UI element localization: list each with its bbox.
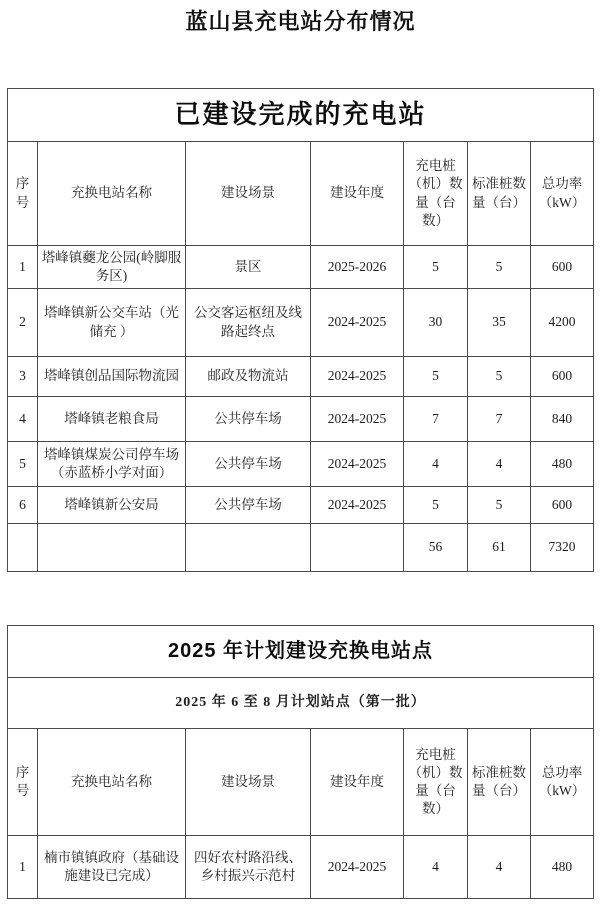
power-cell: 600	[531, 357, 594, 397]
table-row	[8, 289, 594, 357]
index-cell: 1	[8, 836, 38, 899]
station-name-cell: 塔峰镇老粮食局	[38, 397, 186, 442]
charger-count-cell: 5	[404, 246, 468, 289]
column-header-standard-pile-count: 标准桩数量（台）	[468, 142, 531, 246]
table-row	[8, 397, 594, 442]
scene-cell: 景区	[186, 246, 311, 289]
column-header-total-power: 总功率（kW）	[531, 729, 594, 836]
total-empty-cell	[8, 524, 38, 572]
charger-count-cell: 5	[404, 487, 468, 524]
table-subtitle-row	[8, 678, 594, 729]
year-cell: 2025-2026	[311, 246, 404, 289]
column-header-scene: 建设场景	[186, 729, 311, 836]
index-cell: 6	[8, 487, 38, 524]
total-empty-cell	[311, 524, 404, 572]
table-total-row	[8, 524, 594, 572]
standard-pile-cell: 4	[468, 442, 531, 487]
column-header-charger-count: 充电桩（机）数量（台数）	[404, 142, 468, 246]
station-name-cell: 楠市镇镇政府（基础设施建设已完成）	[38, 836, 186, 899]
table-row	[8, 836, 594, 899]
power-cell: 480	[531, 836, 594, 899]
index-cell: 1	[8, 246, 38, 289]
column-header-index: 序号	[8, 729, 38, 836]
power-cell: 600	[531, 246, 594, 289]
station-name-cell: 塔峰镇蘷龙公园(岭脚服务区)	[38, 246, 186, 289]
column-header-station-name: 充换电站名称	[38, 729, 186, 836]
column-header-scene: 建设场景	[186, 142, 311, 246]
station-name-cell: 塔峰镇创品国际物流园	[38, 357, 186, 397]
table-completed-stations	[7, 88, 594, 572]
standard-pile-cell: 5	[468, 246, 531, 289]
scene-cell: 邮政及物流站	[186, 357, 311, 397]
year-cell: 2024-2025	[311, 836, 404, 899]
standard-pile-cell: 5	[468, 487, 531, 524]
charger-count-cell: 7	[404, 397, 468, 442]
power-cell: 600	[531, 487, 594, 524]
column-header-standard-pile-count: 标准桩数量（台）	[468, 729, 531, 836]
charger-count-cell: 4	[404, 836, 468, 899]
table-planned-title: 2025 年计划建设充换电站点	[8, 626, 594, 678]
index-cell: 4	[8, 397, 38, 442]
year-cell: 2024-2025	[311, 357, 404, 397]
year-cell: 2024-2025	[311, 289, 404, 357]
total-charger-count-cell: 56	[404, 524, 468, 572]
column-header-total-power: 总功率（kW）	[531, 142, 594, 246]
year-cell: 2024-2025	[311, 397, 404, 442]
standard-pile-cell: 4	[468, 836, 531, 899]
index-cell: 3	[8, 357, 38, 397]
charger-count-cell: 4	[404, 442, 468, 487]
station-name-cell: 塔峰镇煤炭公司停车场（赤蓝桥小学对面）	[38, 442, 186, 487]
index-cell: 5	[8, 442, 38, 487]
index-cell: 2	[8, 289, 38, 357]
standard-pile-cell: 35	[468, 289, 531, 357]
table-header-row	[8, 142, 594, 246]
column-header-year: 建设年度	[311, 729, 404, 836]
column-header-station-name: 充换电站名称	[38, 142, 186, 246]
table-planned-subtitle: 2025 年 6 至 8 月计划站点（第一批）	[8, 678, 594, 729]
scene-cell: 公共停车场	[186, 442, 311, 487]
page-title: 蓝山县充电站分布情况	[185, 9, 416, 34]
power-cell: 840	[531, 397, 594, 442]
table-completed-title: 已建设完成的充电站	[8, 89, 594, 142]
table-banner-row	[8, 89, 594, 142]
table-header-row	[8, 729, 594, 836]
table-row	[8, 246, 594, 289]
standard-pile-cell: 5	[468, 357, 531, 397]
total-empty-cell	[186, 524, 311, 572]
table-row	[8, 357, 594, 397]
power-cell: 4200	[531, 289, 594, 357]
table-row	[8, 487, 594, 524]
table-banner-row	[8, 626, 594, 678]
column-header-charger-count: 充电桩（机）数量（台数）	[404, 729, 468, 836]
station-name-cell: 塔峰镇新公安局	[38, 487, 186, 524]
column-header-index: 序号	[8, 142, 38, 246]
power-cell: 480	[531, 442, 594, 487]
scene-cell: 公共停车场	[186, 487, 311, 524]
standard-pile-cell: 7	[468, 397, 531, 442]
charger-count-cell: 30	[404, 289, 468, 357]
total-standard-pile-cell: 61	[468, 524, 531, 572]
total-empty-cell	[38, 524, 186, 572]
table-planned-stations	[7, 625, 594, 899]
table-row	[8, 442, 594, 487]
scene-cell: 公共停车场	[186, 397, 311, 442]
scene-cell: 公交客运枢纽及线路起终点	[186, 289, 311, 357]
total-power-cell: 7320	[531, 524, 594, 572]
year-cell: 2024-2025	[311, 487, 404, 524]
column-header-year: 建设年度	[311, 142, 404, 246]
charger-count-cell: 5	[404, 357, 468, 397]
station-name-cell: 塔峰镇新公交车站（光储充 ）	[38, 289, 186, 357]
scene-cell: 四好农村路沿线、乡村振兴示范村	[186, 836, 311, 899]
year-cell: 2024-2025	[311, 442, 404, 487]
